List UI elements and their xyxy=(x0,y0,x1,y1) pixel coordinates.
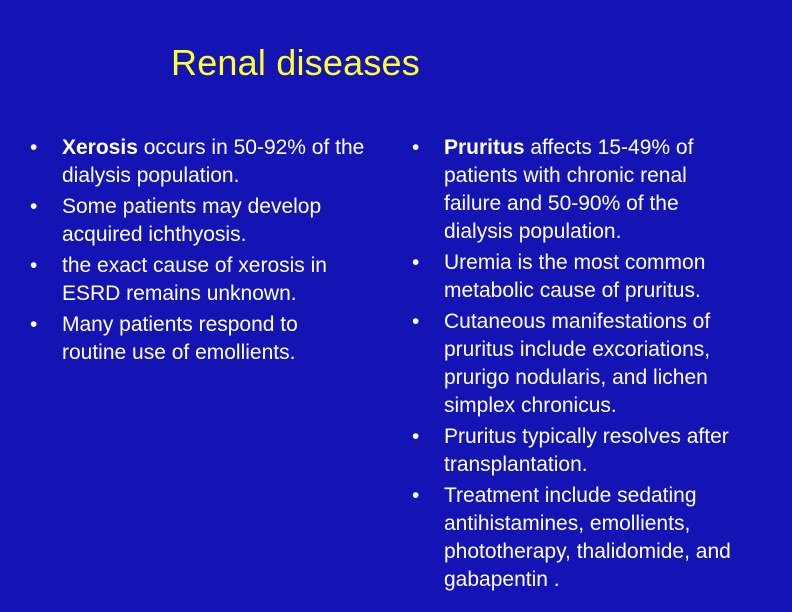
bullet-line: antihistamines, emollients, xyxy=(444,512,691,535)
bullet-item-emollients xyxy=(30,311,412,367)
bullet-item-pruritus xyxy=(412,134,792,246)
bullet-line: phototherapy, thalidomide, and xyxy=(444,540,731,563)
bullet-marker: • xyxy=(30,136,38,159)
bullet-lead: Pruritus xyxy=(444,136,525,159)
bullet-item-treatment xyxy=(412,482,792,594)
bullet-line: pruritus include excoriations, xyxy=(444,338,711,361)
bullet-line: Some patients may develop xyxy=(62,195,322,218)
bullet-line: the exact cause of xerosis in xyxy=(62,254,327,277)
bullet-item-cause xyxy=(30,252,412,308)
bullet-marker: • xyxy=(412,136,420,159)
bullet-item-xerosis xyxy=(30,134,412,190)
bullet-line: metabolic cause of pruritus. xyxy=(444,279,701,302)
bullet-marker: • xyxy=(412,425,420,448)
bullet-line: routine use of emollients. xyxy=(62,341,296,364)
bullet-item-ichthyosis xyxy=(30,193,412,249)
bullet-line: simplex chronicus. xyxy=(444,394,617,417)
slide-title: Renal diseases xyxy=(171,42,420,83)
bullet-item-manifestations xyxy=(412,308,792,420)
bullet-marker: • xyxy=(412,310,420,333)
bullet-line xyxy=(444,134,792,162)
bullet-line: dialysis population. xyxy=(62,164,240,187)
bullet-line: Uremia is the most common xyxy=(444,251,706,274)
bullet-marker: • xyxy=(30,313,38,336)
bullet-item-transplantation xyxy=(412,423,792,479)
bullet-line: acquired ichthyosis. xyxy=(62,223,247,246)
bullet-line: transplantation. xyxy=(444,453,588,476)
bullet-line: Pruritus typically resolves after xyxy=(444,425,729,448)
bullet-lead: Xerosis xyxy=(62,136,138,159)
bullet-line: gabapentin . xyxy=(444,568,560,591)
bullet-line: failure and 50-90% of the xyxy=(444,192,679,215)
bullet-item-uremia xyxy=(412,249,792,305)
bullet-marker: • xyxy=(412,251,420,274)
left-bullet-list xyxy=(30,134,412,370)
bullet-marker: • xyxy=(412,484,420,507)
bullet-marker: • xyxy=(30,254,38,277)
bullet-line xyxy=(62,134,412,162)
bullet-line: prurigo nodularis, and lichen xyxy=(444,366,708,389)
bullet-marker: • xyxy=(30,195,38,218)
bullet-line: ESRD remains unknown. xyxy=(62,282,297,305)
bullet-line: Treatment include sedating xyxy=(444,484,697,507)
right-bullet-list xyxy=(412,134,792,597)
bullet-text: occurs in 50-92% of the xyxy=(137,136,365,159)
bullet-line: Cutaneous manifestations of xyxy=(444,310,711,333)
bullet-text: affects 15-49% of xyxy=(524,136,694,159)
bullet-line: dialysis population. xyxy=(444,220,622,243)
bullet-line: patients with chronic renal xyxy=(444,164,687,187)
bullet-line: Many patients respond to xyxy=(62,313,298,336)
